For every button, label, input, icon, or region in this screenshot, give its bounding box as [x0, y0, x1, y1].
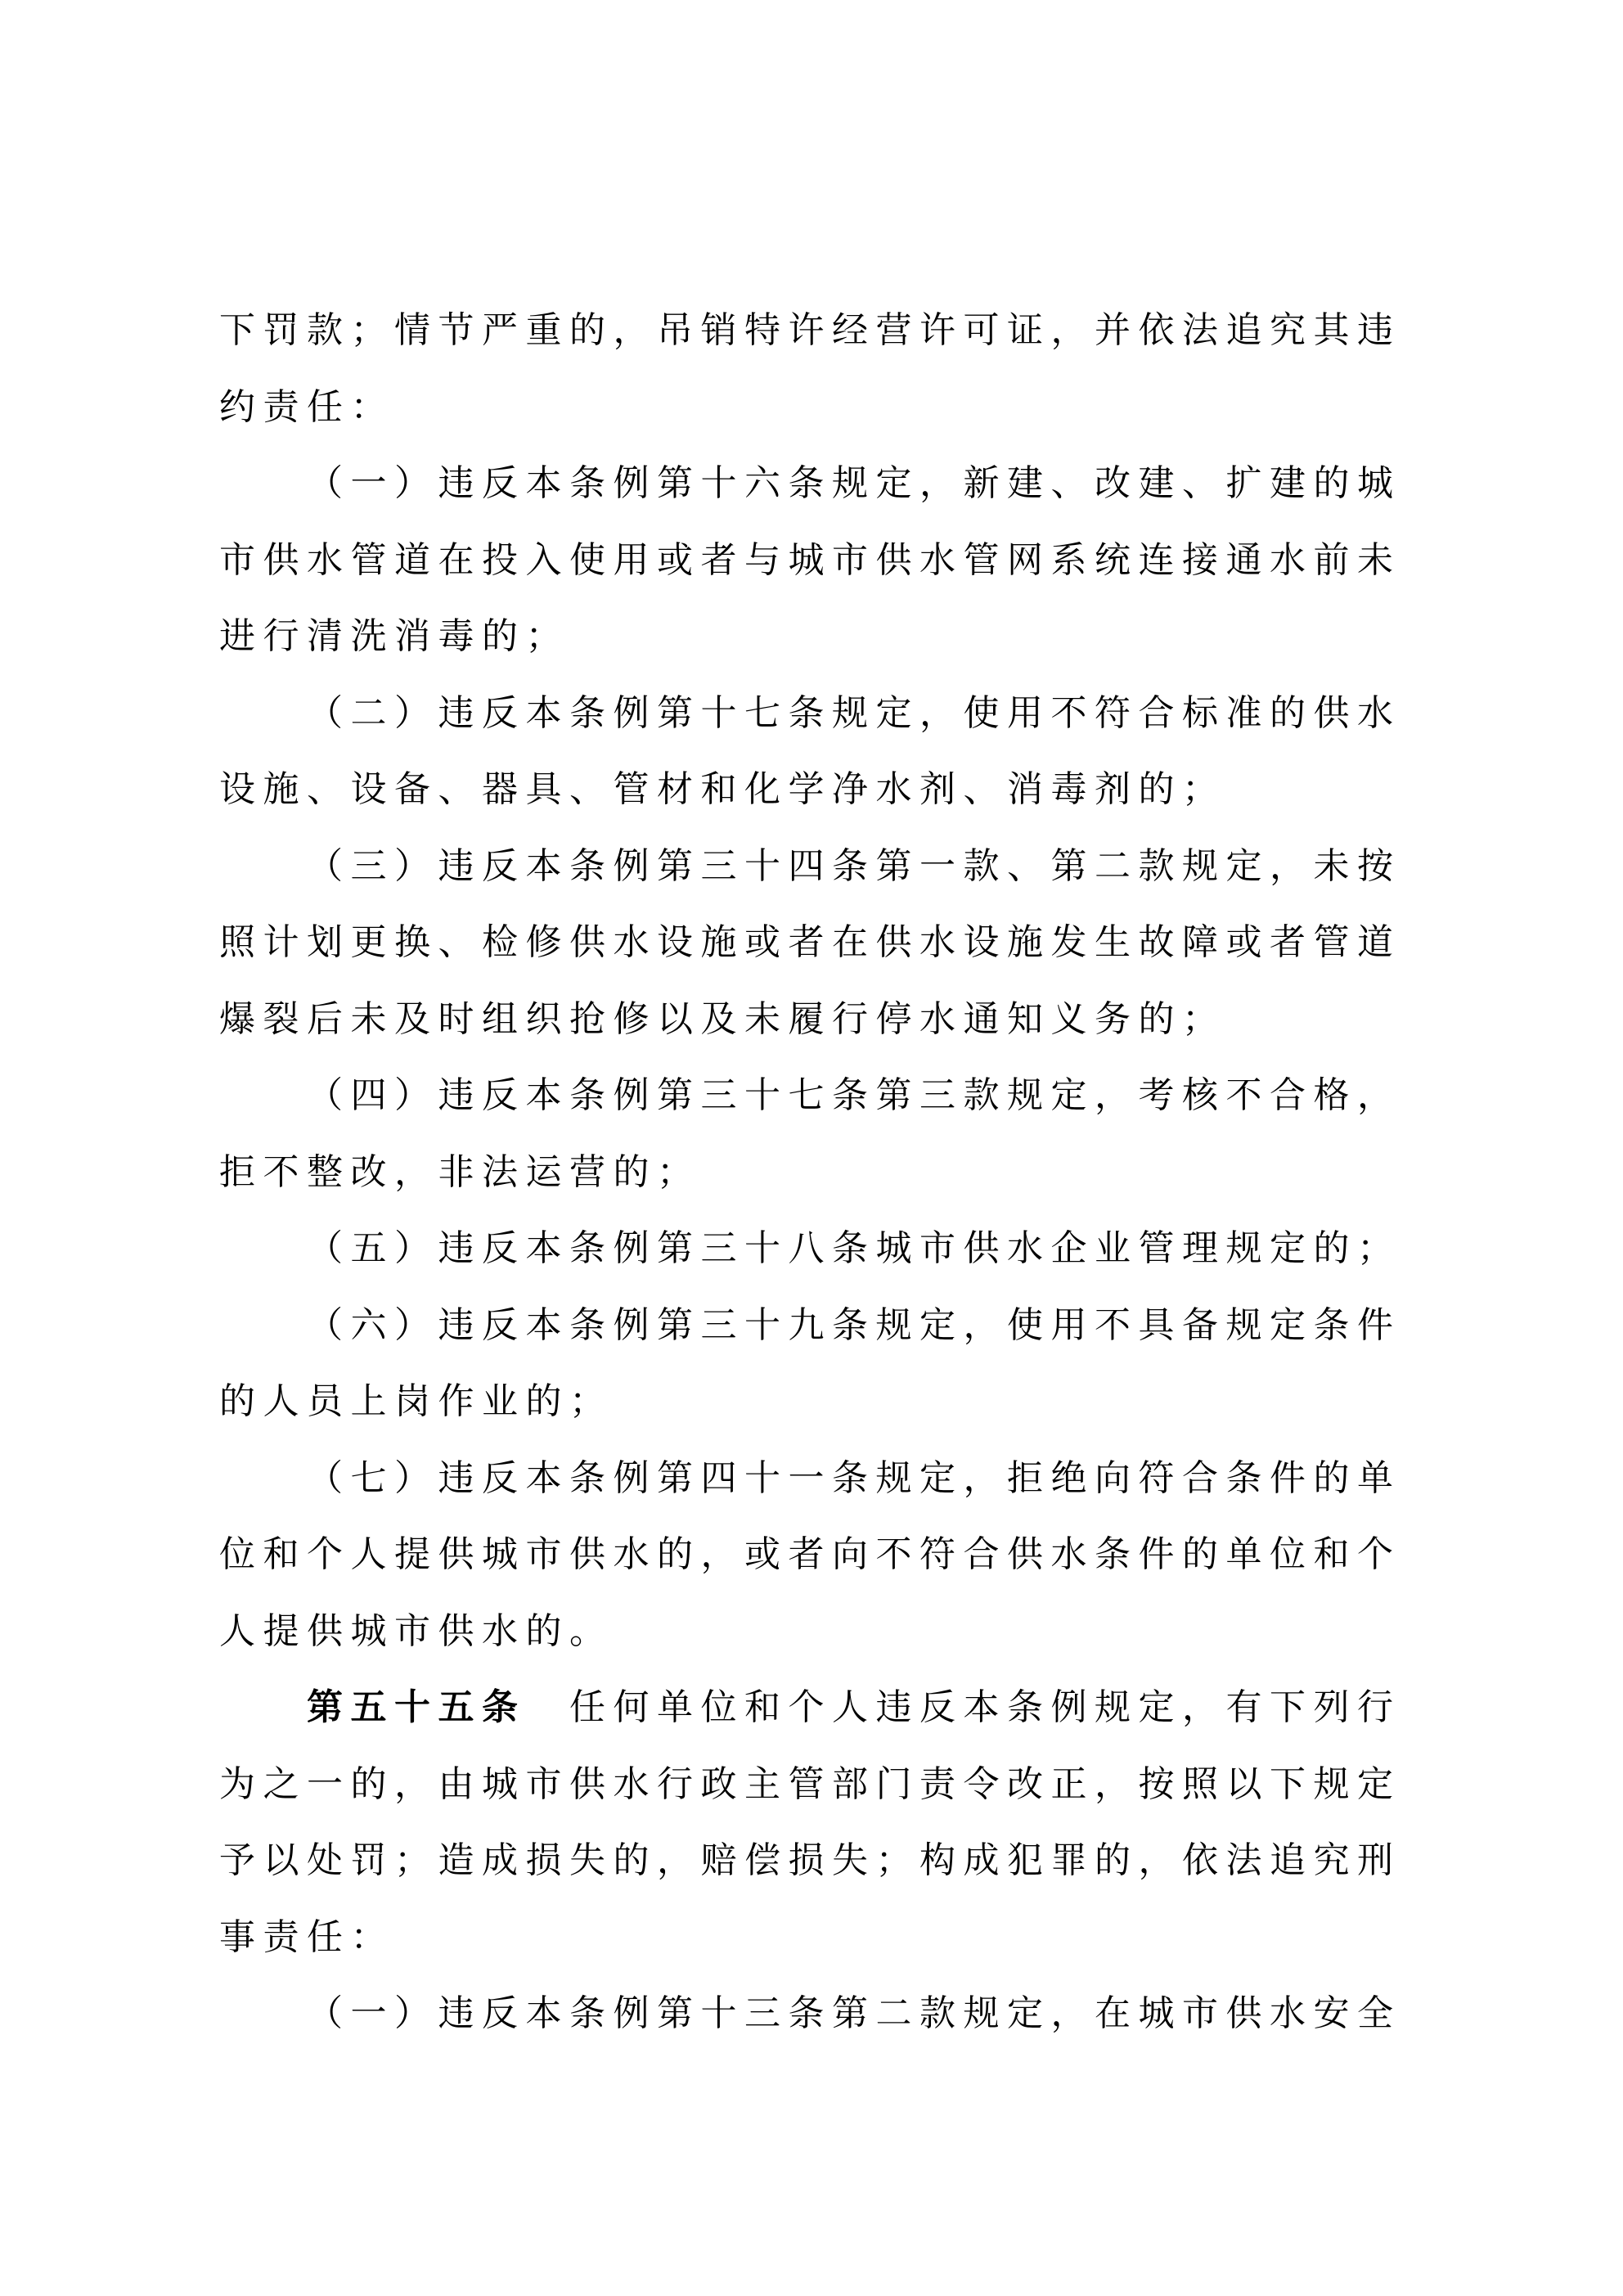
text-line — [219, 1593, 1405, 1670]
line-text: （四）违反本条例第三十七条第三款规定，考核不合格， — [307, 1075, 1401, 1115]
text-line — [219, 292, 1405, 369]
line-text: （一）违反本条例第十三条第二款规定，在城市供水安全 — [307, 1993, 1401, 2033]
text-line — [219, 1516, 1405, 1593]
text-line — [219, 1899, 1405, 1976]
line-text: 拒不整改，非法运营的； — [219, 1151, 701, 1192]
line-text: （七）违反本条例第四十一条规定，拒绝向符合条件的单 — [307, 1457, 1401, 1498]
text-line — [219, 1134, 1405, 1211]
line-text: 下罚款；情节严重的，吊销特许经营许可证，并依法追究其违 — [219, 310, 1401, 350]
line-text: （二）违反本条例第十七条规定，使用不符合标准的供水 — [307, 692, 1401, 733]
line-text: 设施、设备、器具、管材和化学净水剂、消毒剂的； — [219, 769, 1226, 809]
text-line — [219, 598, 1405, 675]
text-line-item-7 — [219, 1440, 1405, 1517]
line-text: （一）违反本条例第十六条规定，新建、改建、扩建的城 — [307, 463, 1401, 503]
line-text: 进行清洗消毒的； — [219, 616, 569, 656]
text-line — [219, 751, 1405, 828]
text-line-item-4 — [219, 1057, 1405, 1134]
line-text: 约责任： — [219, 386, 394, 427]
text-line — [219, 1746, 1405, 1823]
text-line — [219, 369, 1405, 446]
line-text: （三）违反本条例第三十四条第一款、第二款规定，未按 — [307, 845, 1401, 886]
line-text: 予以处罚；造成损失的，赔偿损失；构成犯罪的，依法追究刑 — [219, 1840, 1401, 1880]
text-line-item-6 — [219, 1287, 1405, 1364]
line-text: （五）违反本条例第三十八条城市供水企业管理规定的； — [307, 1228, 1401, 1268]
text-line — [219, 904, 1405, 981]
line-text: 市供水管道在投入使用或者与城市供水管网系统连接通水前未 — [219, 539, 1401, 580]
line-text: 爆裂后未及时组织抢修以及未履行停水通知义务的； — [219, 998, 1226, 1039]
text-line-item-1 — [219, 445, 1405, 522]
text-line — [219, 522, 1405, 599]
line-text: 的人员上岗作业的； — [219, 1381, 614, 1421]
text-line-item-2 — [219, 675, 1405, 752]
text-line — [219, 1822, 1405, 1899]
line-text: 位和个人提供城市供水的，或者向不符合供水条件的单位和个 — [219, 1534, 1401, 1574]
text-line — [219, 1363, 1405, 1440]
line-text: 事责任： — [219, 1916, 394, 1957]
text-line-item-5 — [219, 1210, 1405, 1287]
line-text: 任何单位和个人违反本条例规定，有下列行 — [525, 1687, 1401, 1727]
text-line-item-3 — [219, 828, 1405, 905]
line-text: 照计划更换、检修供水设施或者在供水设施发生故障或者管道 — [219, 922, 1401, 962]
line-text: 为之一的，由城市供水行政主管部门责令改正，按照以下规定 — [219, 1763, 1401, 1804]
text-line — [219, 981, 1405, 1058]
document-body — [219, 292, 1405, 2052]
text-line-item-1-art55 — [219, 1975, 1405, 2052]
text-line-article-55 — [219, 1669, 1405, 1746]
line-text: （六）违反本条例第三十九条规定，使用不具备规定条件 — [307, 1304, 1401, 1345]
article-number: 第五十五条 — [307, 1687, 526, 1727]
line-text: 人提供城市供水的。 — [219, 1610, 614, 1651]
